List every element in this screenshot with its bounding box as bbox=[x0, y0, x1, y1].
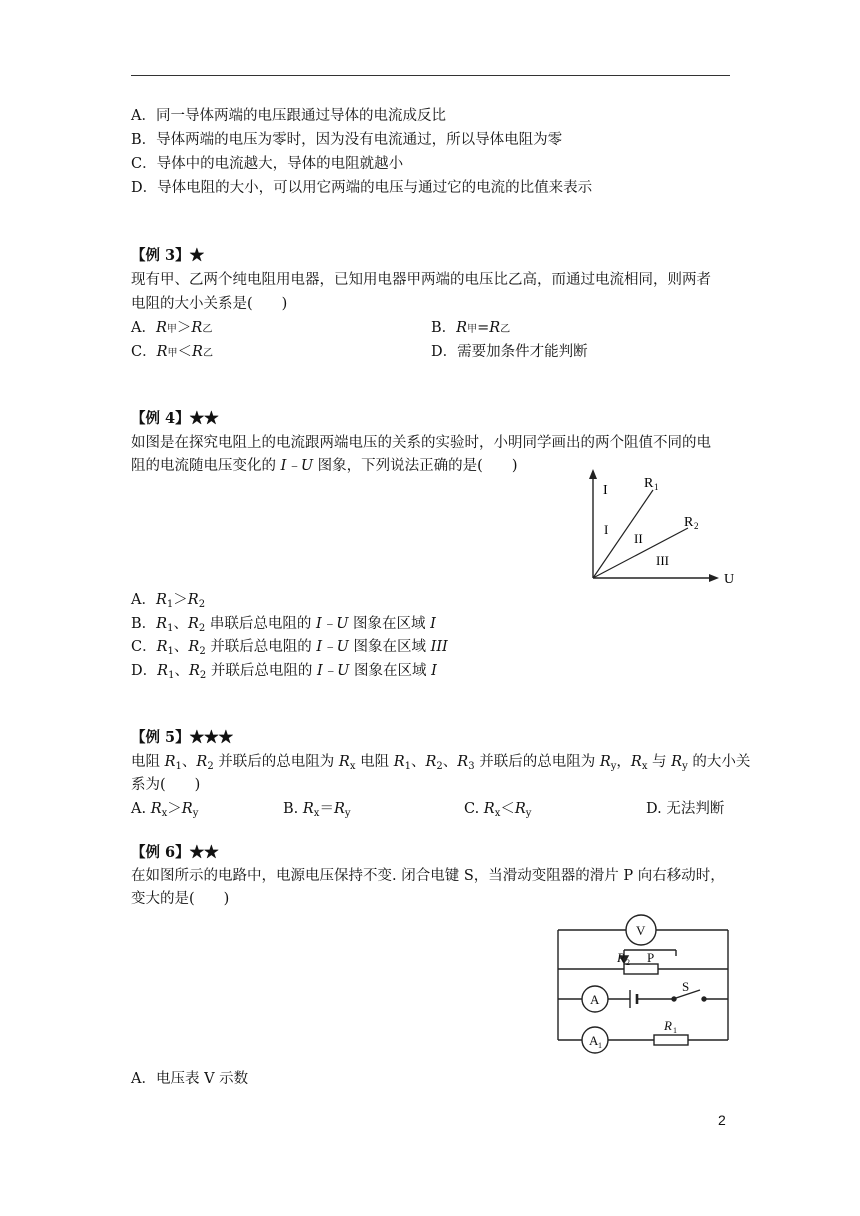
q4-stem-line2: 阻的电流随电压变化的 I﹣U 图象，下列说法正确的是( ) bbox=[131, 458, 518, 474]
q5-label: 【例 5】★★★ bbox=[131, 729, 234, 746]
graph-x-axis-label: U bbox=[724, 572, 735, 587]
resistor-r1-icon bbox=[654, 1035, 688, 1045]
q4-option-d: D．$R_1$、$R_2$ 并联后总电阻的 I﹣U 图象在区域 I bbox=[131, 663, 437, 681]
rheostat-sub: 2 bbox=[626, 958, 630, 967]
q6-label: 【例 6】★★ bbox=[131, 844, 219, 861]
q4-stem-line1: 如图是在探究电阻上的电流跟两端电压的关系的实验时，小明同学画出的两个阻值不同的电 bbox=[131, 435, 711, 451]
q5-option-b: B. $R_x=R_y$ bbox=[283, 801, 351, 819]
q5-option-d: D. 无法判断 bbox=[646, 801, 725, 817]
page-number: 2 bbox=[718, 1112, 726, 1128]
q3-option-d: D．需要加条件才能判断 bbox=[431, 344, 588, 360]
iu-graph bbox=[578, 468, 738, 592]
slider-label: P bbox=[647, 950, 655, 965]
graph-region-3: III bbox=[656, 553, 669, 568]
resistor-sub: 1 bbox=[673, 1026, 677, 1035]
graph-line1-label: R bbox=[644, 476, 654, 491]
q6-stem-line1: 在如图所示的电路中，电源电压保持不变. 闭合电键 S，当滑动变阻器的滑片 P 向右移动时， bbox=[131, 868, 725, 884]
ammeter-label: A bbox=[590, 992, 600, 1007]
graph-line1-sub: 1 bbox=[654, 482, 659, 492]
rheostat-label: R bbox=[617, 950, 625, 965]
q3-option-b: B．R甲=R乙 bbox=[431, 320, 511, 336]
switch-label: S bbox=[682, 979, 690, 994]
q3-label: 【例 3】★ bbox=[131, 247, 205, 264]
q5-option-a: A. $R_x>R_y$ bbox=[131, 801, 199, 819]
q3-stem-line2: 电阻的大小关系是( ) bbox=[131, 296, 288, 312]
q4-option-c: C．$R_1$、$R_2$ 并联后总电阻的 I﹣U 图象在区域 III bbox=[131, 639, 448, 657]
q5-option-c: C. $R_x<R_y$ bbox=[464, 801, 532, 819]
voltmeter-label: V bbox=[636, 923, 646, 938]
graph-region-2: II bbox=[634, 531, 643, 546]
q6-option-a: A．电压表 V 示数 bbox=[131, 1071, 249, 1087]
q4-label: 【例 4】★★ bbox=[131, 410, 219, 427]
q2-option-c: C．导体中的电流越大，导体的电阻就越小 bbox=[131, 156, 404, 172]
graph-y-axis-label: I bbox=[603, 483, 608, 498]
graph-line2-label: R bbox=[684, 515, 694, 530]
q4-option-a: A．$R_1>R_2$ bbox=[131, 592, 206, 610]
graph-region-1: I bbox=[604, 522, 609, 537]
resistor-label: R bbox=[664, 1018, 672, 1033]
circuit-diagram bbox=[552, 912, 734, 1054]
q5-stem-line2: 系为( ) bbox=[131, 777, 201, 793]
ammeter1-sub: 1 bbox=[598, 1041, 602, 1050]
q4-option-b: B．$R_1$、$R_2$ 串联后总电阻的 I﹣U 图象在区域 I bbox=[131, 616, 436, 634]
q6-stem-line2: 变大的是( ) bbox=[131, 891, 230, 907]
q3-option-c: C．R甲＜R乙 bbox=[131, 344, 213, 360]
q2-option-d: D．导体电阻的大小，可以用它两端的电压与通过它的电流的比值来表示 bbox=[131, 180, 593, 196]
q2-option-a: A．同一导体两端的电压跟通过导体的电流成反比 bbox=[131, 108, 446, 124]
q2-option-b: B．导体两端的电压为零时，因为没有电流通过，所以导体电阻为零 bbox=[131, 132, 563, 148]
graph-line2-sub: 2 bbox=[694, 521, 699, 531]
q3-option-a: A．R甲＞R乙 bbox=[131, 320, 213, 336]
q3-stem-line1: 现有甲、乙两个纯电阻用电器，已知用电器甲两端的电压比乙高，而通过电流相同，则两者 bbox=[131, 272, 711, 288]
q5-stem-line1: 电阻 $R_1$、$R_2$ 并联后的总电阻为 $R_x$ 电阻 $R_1$、$R_2$、$R_3$ 并联后的总电阻为 $R_y$，$R_x$ 与 $R_y$ 的大小关 bbox=[131, 754, 751, 772]
header-rule bbox=[131, 75, 730, 76]
ammeter1-label: A bbox=[589, 1033, 599, 1048]
